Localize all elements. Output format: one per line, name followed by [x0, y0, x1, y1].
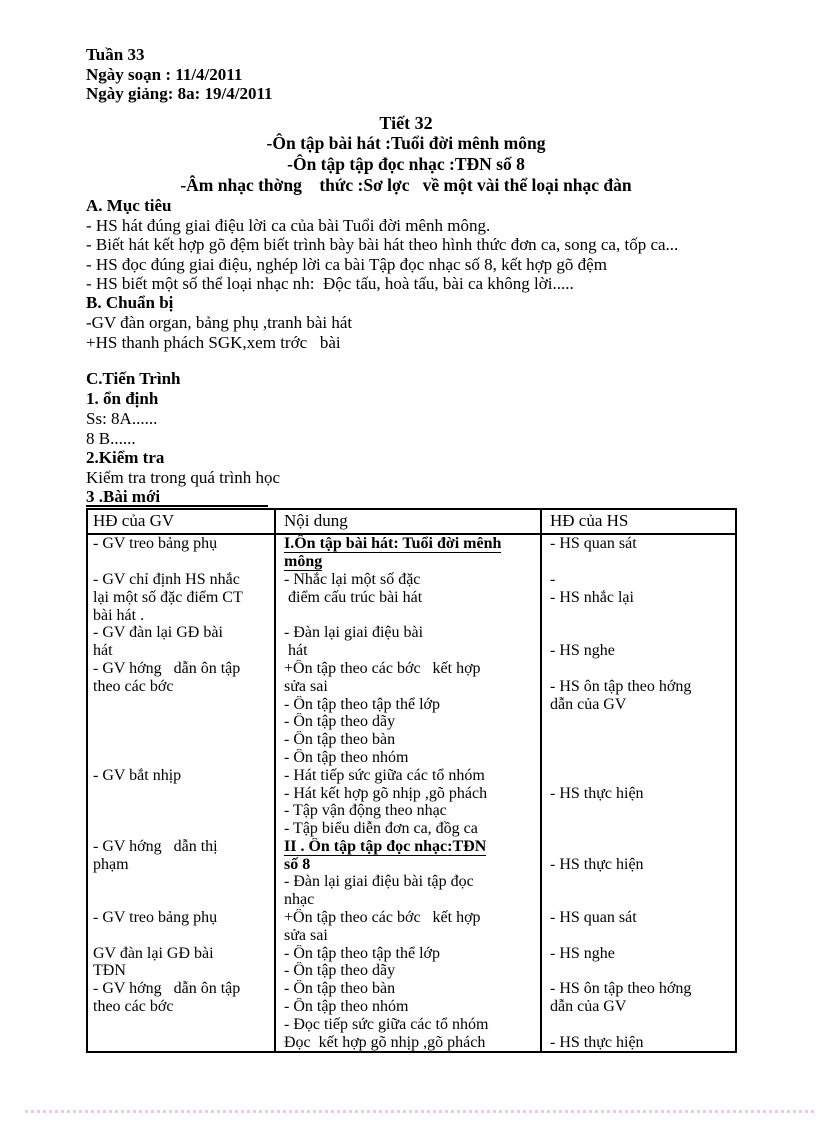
table-cell-hs — [542, 731, 735, 749]
table-row — [88, 678, 735, 696]
table-cell-gv — [88, 802, 276, 820]
table-header-content: Nội dung — [276, 510, 542, 533]
table-cell-hs — [542, 962, 735, 980]
table-row — [88, 927, 735, 945]
table-cell-gv — [88, 713, 276, 731]
table-cell-hs — [542, 838, 735, 856]
table-cell-gv — [88, 927, 276, 945]
subsection-1: 1. ổn định — [86, 389, 159, 409]
preparation-item: -GV đàn organ, bảng phụ ,tranh bài hát — [86, 313, 353, 333]
table-cell-hs — [542, 1016, 735, 1034]
table-row — [88, 696, 735, 714]
table-body — [88, 535, 735, 1051]
table-row — [88, 856, 735, 874]
table-cell-gv — [88, 553, 276, 571]
title-line-3: -Âm nhạc thờng thức :Sơ lợc về một vài thể loại nhạc đàn — [180, 174, 632, 195]
table-cell-hs — [542, 713, 735, 731]
table-cell-gv — [88, 731, 276, 749]
table-row — [88, 607, 735, 625]
table-row — [88, 553, 735, 571]
table-cell-hs — [542, 624, 735, 642]
table-cell-content — [276, 838, 542, 856]
table-cell-gv — [88, 820, 276, 838]
table-cell-hs: - HS nghe — [550, 642, 615, 660]
subsection-3 — [86, 487, 754, 507]
table-cell-content: - Ôn tập theo bàn — [276, 731, 542, 749]
table-cell-gv: - GV treo bảng phụ — [88, 909, 276, 927]
objective-item: - HS hát đúng giai điệu lời ca của bài Tuổi đời mênh mông. — [86, 215, 491, 235]
table-cell-gv: - GV hớng dẫn thị — [88, 838, 276, 856]
table-row — [88, 642, 735, 660]
table-cell-content: - Tập biểu diễn đơn ca, đồg ca — [276, 820, 542, 838]
table-cell-gv: - GV bắt nhịp — [88, 767, 276, 785]
table-row — [88, 785, 735, 803]
table-cell-content: - Đàn lại giai điệu bài — [276, 624, 542, 642]
table-cell-hs: - HS thực hiện — [550, 1033, 644, 1051]
table-cell-content: hát — [276, 642, 542, 660]
table-cell-hs — [542, 820, 735, 838]
check-text: Kiểm tra trong quá trình học — [86, 467, 281, 487]
table-cell-gv — [88, 873, 276, 891]
section-c-heading: C.Tiến Trình — [86, 369, 181, 389]
table-header-hs: HĐ của HS — [550, 511, 629, 531]
table-row — [88, 962, 735, 980]
lesson-number: Tiết 32 — [379, 112, 433, 133]
table-cell-hs — [542, 873, 735, 891]
table-row — [88, 838, 735, 856]
preparation-item: +HS thanh phách SGK,xem trớc bài — [86, 332, 341, 352]
table-cell-gv: theo các bớc — [88, 998, 276, 1016]
section-c — [86, 369, 754, 507]
page-footer-divider — [25, 1110, 814, 1113]
table-cell-hs — [542, 927, 735, 945]
table-cell-gv: hát — [88, 642, 276, 660]
table-row — [88, 820, 735, 838]
table-cell-hs: - HS quan sát — [550, 535, 637, 553]
table-row — [88, 909, 735, 927]
table-cell-content: - Hát tiếp sức giữa các tổ nhóm — [276, 767, 542, 785]
table-cell-content: - Đàn lại giai điệu bài tập đọc — [276, 873, 542, 891]
table-cell-hs: - HS thực hiện — [550, 784, 644, 802]
table-cell-gv: theo các bớc — [88, 678, 276, 696]
table-cell-content: Đọc kết hợp gõ nhịp ,gõ phách — [276, 1034, 542, 1052]
table-row — [88, 891, 735, 909]
table-cell-content: sửa sai — [276, 927, 542, 945]
table-cell-content: nhạc — [276, 891, 542, 909]
table-cell-hs: - — [550, 570, 556, 588]
table-cell-content: - Ôn tập theo nhóm — [276, 998, 542, 1016]
table-row — [88, 624, 735, 642]
table-cell-hs: - HS ôn tập theo hớng — [550, 677, 692, 695]
table-cell-content — [276, 535, 542, 553]
objective-item: - Biết hát kết hợp gõ đệm biết trình bày bài hát theo hình thức đơn ca, song ca, tốp ca... — [86, 235, 679, 255]
table-cell-content: +Ôn tập theo các bớc kết hợp — [276, 909, 542, 927]
table-row — [88, 571, 735, 589]
table-cell-hs: - HS ôn tập theo hớng — [550, 980, 692, 998]
table-cell-content: sửa sai — [276, 678, 542, 696]
table-cell-gv: phạm — [88, 856, 276, 874]
table-cell-content: - Ôn tập theo tập thể lớp — [276, 945, 542, 963]
table-cell-content — [276, 607, 542, 625]
table-cell-content: - Ôn tập theo dãy — [276, 962, 542, 980]
table-row — [88, 767, 735, 785]
table-cell-gv: - GV hớng dẫn ôn tập — [88, 660, 276, 678]
table-cell-gv: - GV hớng dẫn ôn tập — [88, 980, 276, 998]
table-cell-gv — [88, 1016, 276, 1034]
table-cell-gv: lại một số đặc điểm CT — [88, 589, 276, 607]
table-row — [88, 945, 735, 963]
table-cell-gv: - GV chỉ định HS nhắc — [88, 571, 276, 589]
table-cell-hs — [542, 891, 735, 909]
table-cell-gv: TĐN — [88, 962, 276, 980]
content-section-heading: I.Ôn tập bài hát: Tuổi đời mênh — [284, 535, 502, 553]
table-cell-gv — [88, 749, 276, 767]
section-b-heading: B. Chuẩn bị — [86, 293, 174, 313]
title-line-2: -Ôn tập tập đọc nhạc :TĐN số 8 — [287, 154, 525, 175]
table-cell-content: - Ôn tập theo dãy — [276, 713, 542, 731]
table-row — [88, 1016, 735, 1034]
table-cell-hs — [542, 553, 735, 571]
table-cell-content — [276, 553, 542, 571]
table-cell-content: +Ôn tập theo các bớc kết hợp — [276, 660, 542, 678]
table-cell-content: - Tập vận động theo nhạc — [276, 802, 542, 820]
table-row — [88, 1034, 735, 1052]
table-row — [88, 535, 735, 553]
table-cell-hs: dẫn của GV — [550, 695, 627, 713]
date-taught: Ngày giảng: 8a: 19/4/2011 — [86, 84, 273, 103]
table-cell-hs: - HS thực hiện — [550, 855, 644, 873]
table-cell-content: - Ôn tập theo tập thể lớp — [276, 696, 542, 714]
spacer — [86, 352, 754, 369]
doc-header — [86, 45, 754, 104]
table-row — [88, 980, 735, 998]
subsection-3-label: 3 .Bài mới — [86, 488, 268, 507]
table-cell-gv: - GV treo bảng phụ — [88, 535, 276, 553]
table-cell-hs — [542, 802, 735, 820]
table-cell-content — [276, 856, 542, 874]
table-row — [88, 749, 735, 767]
date-prepared: Ngày soạn : 11/4/2011 — [86, 64, 243, 84]
table-cell-hs — [542, 767, 735, 785]
content-section-heading: II . Ôn tập tập đọc nhạc:TĐN — [284, 837, 487, 855]
table-cell-content: - Ôn tập theo bàn — [276, 980, 542, 998]
objective-item: - HS biết một số thể loại nhạc nh: Độc tấu, hoà tấu, bài ca không lời..... — [86, 273, 574, 293]
section-b — [86, 293, 754, 352]
table-row — [88, 713, 735, 731]
table-cell-gv: bài hát . — [88, 607, 276, 625]
table-cell-hs: - HS nhắc lại — [550, 588, 634, 606]
table-row — [88, 731, 735, 749]
table-header-row — [88, 510, 735, 535]
table-cell-gv — [88, 696, 276, 714]
content-section-heading: mông — [284, 553, 323, 571]
attendance-line-2: 8 B...... — [86, 428, 136, 448]
subsection-2: 2.Kiểm tra — [86, 447, 165, 467]
objective-item: - HS đọc đúng giai điệu, nghép lời ca bài Tập đọc nhạc số 8, kết hợp gõ đệm — [86, 254, 607, 274]
table-cell-content: - Ôn tập theo nhóm — [276, 749, 542, 767]
table-cell-content: - Nhắc lại một số đặc — [276, 571, 542, 589]
table-cell-gv: - GV đàn lại GĐ bài — [88, 624, 276, 642]
table-cell-content: - Hát kết hợp gõ nhịp ,gõ phách — [276, 785, 542, 803]
section-a-heading: A. Mục tiêu — [86, 195, 172, 215]
table-cell-hs — [542, 660, 735, 678]
table-cell-hs: - HS nghe — [550, 944, 615, 962]
table-row — [88, 660, 735, 678]
attendance-line-1: Ss: 8A...... — [86, 409, 158, 429]
content-section-heading: số 8 — [284, 855, 311, 873]
table-header-gv: HĐ của GV — [88, 510, 276, 533]
table-cell-gv — [88, 1034, 276, 1052]
section-a — [86, 196, 754, 294]
table-row — [88, 998, 735, 1016]
table-cell-gv: GV đàn lại GĐ bài — [88, 945, 276, 963]
title-line-1: -Ôn tập bài hát :Tuổi đời mênh mông — [266, 133, 546, 154]
table-row — [88, 589, 735, 607]
table-cell-content: điểm cấu trúc bài hát — [276, 589, 542, 607]
week-label: Tuần 33 — [86, 45, 145, 64]
lesson-table — [86, 508, 737, 1053]
table-cell-hs — [542, 749, 735, 767]
title-block — [86, 113, 726, 196]
table-cell-gv — [88, 891, 276, 909]
table-row — [88, 873, 735, 891]
table-cell-hs: dẫn của GV — [550, 998, 627, 1016]
table-cell-hs — [542, 607, 735, 625]
table-cell-hs: - HS quan sát — [550, 909, 637, 927]
table-cell-gv — [88, 785, 276, 803]
table-cell-content: - Đọc tiếp sức giữa các tổ nhóm — [276, 1016, 542, 1034]
table-row — [88, 802, 735, 820]
